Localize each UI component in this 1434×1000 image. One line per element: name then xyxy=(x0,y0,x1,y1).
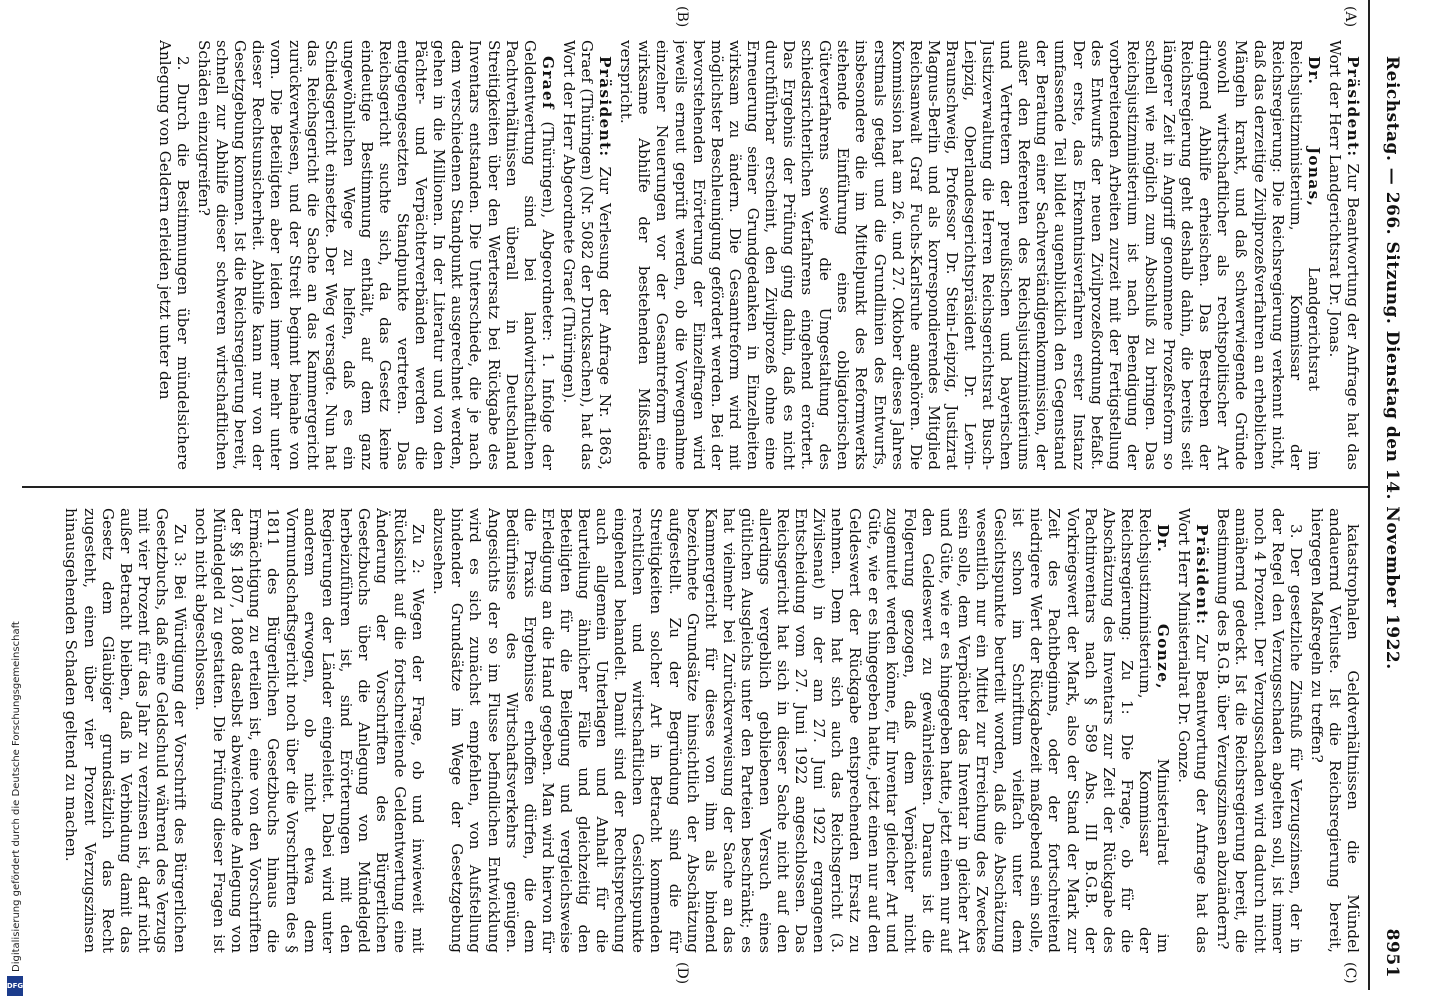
speaker-name: Dr. Gonze, xyxy=(1154,524,1173,690)
paragraph xyxy=(1308,508,1362,953)
speaker-name: Präsident: xyxy=(596,56,615,158)
paragraph-text: Landgerichtsrat im Reichsjustizministerium, Kommissar der Reichsregierung: Die Reichsregierung verkennt nicht, daß das derzeitige Zivilprozeßverfahren an erheblichen Mängeln krankt, und daß schwerwiegende Gründe sowohl wirtschaftlicher als rechtspolitischer Art dringend Abhilfe erheischen. Das Bestreben der Reichsregierung geht deshalb dahin, die bereits seit längerer Zeit in Angriff genommene Prozeßreform so schnell wie möglich zum Abschluß zu bringen. Das Reichsjustizministerium ist nach Beendigung der vorbereitenden Arbeiten zurzeit mit der Fertigstellung des Entwurfs der neuen Zivilprozeßordnung befaßt. Der erste, das Erkenntnisverfahren erster Instanz umfassende Teil bildet augenblicklich den Gegenstand der Beratung einer Sachverständigenkommission, der außer den Referenten des Reichsjustizministeriums und Vertretern der preußischen und bayerischen Justizverwaltung die Herren Reichsgerichtsrat Busch-Leipzig, Oberlandesgerichtspräsident Dr. Levin-Braunschweig, Professor Dr. Stein-Leipzig, Justizrat Magnus-Berlin und als korrespondierendes Mitglied Reichsanwalt Graf Fuchs-Karlsruhe angehören. Die Kommission hat am 26. und 27. Oktober dieses Jahres erstmals getagt und die Grundlinien des Entwurfs, insbesondere die im Mittelpunkt des Reformwerks stehende Einführung eines obligatorischen Güteverfahrens sowie die Umgestaltung des schiedsrichterlichen Verfahrens eingehend erörtert. Das Ergebnis der Prüfung ging dahin, daß es nicht durchführbar erscheint, den Zivilprozeß ohne eine Erneuerung seiner Grundgedanken in Einzelheiten wirksam zu ändern. Die Gesamtreform wird mit möglichster Beschleunigung gefördert werden. Bei der bevorstehenden Erörterung der Einzelfragen wird jeweils erneut geprüft werden, ob die Vorwegnahme einzelner Neuerungen vor der Gesamtreform eine wirksame Abhilfe der bestehenden Mißstände verspricht. xyxy=(617,40,1323,470)
margin-marker-b: (B) xyxy=(674,6,690,28)
paragraph xyxy=(430,508,1172,953)
paragraph-text: Zu 2: Wegen der Frage, ob und inwieweit mit Rücksicht auf die fortschreitende Geldentwertung eine Änderung der Vorschriften des Bürgerlichen Gesetzbuchs über die Anlegung von Mündelgeld herbeizuführen ist, sind Erörterungen mit den Regierungen der Länder eingeleitet. Dabei wird unter anderem erwogen, ob nicht etwa dem Vormundschaftsgericht noch über die Vorschriften des § 1811 des Bürgerlichen Gesetzbuchs hinaus die Ermächtigung zu erteilen ist, eine von den Vorschriften der §§ 1807, 1808 daselbst abweichende Anlegung von Mündelgeld zu gestatten. Die Prüfung dieser Fragen ist noch nicht abgeschlossen. xyxy=(192,508,428,953)
paragraph xyxy=(560,40,614,470)
right-text-column xyxy=(20,508,1362,953)
paragraph xyxy=(156,40,192,470)
margin-marker-c: (C) xyxy=(1342,962,1358,984)
paragraph-text: Zur Verlesung der Anfrage Nr. 1863, Graef (Thüringen) (Nr. 5082 der Drucksachen), hat das Wort der Herr Abgeordnete Graef (Thüringen). xyxy=(559,40,615,470)
speaker-name: Graef xyxy=(538,56,557,111)
dfg-credit-text: Digitalisierung gefördert durch die Deutsche Forschungsgemeinschaft xyxy=(11,621,22,972)
paragraph-text: Zur Beantwortung der Anfrage hat das Wort Herr Ministerialrat Dr. Gonze. xyxy=(1175,508,1212,953)
paragraph-text: 2. Durch die Bestimmungen über mündelsichere Anlegung von Geldern erleiden jetzt unter den xyxy=(155,40,192,470)
header-title: Reichstag. — 266. Sitzung. Dienstag den 14. November 1922. xyxy=(1382,56,1402,670)
paragraph xyxy=(192,508,427,953)
speaker-name: Präsident: xyxy=(1193,524,1212,626)
paragraph xyxy=(1214,508,1304,953)
paragraph-text: 3. Der gesetzliche Zinsfuß für Verzugszinsen, der in der Regel den Verzugsschaden abgelten soll, ist immer noch 4 Prozent. Der Verzugsschaden wird dadurch nicht annähernd gedeckt. Ist die Reichsregierung bereit, die Bestimmung des B.G.B. über Verzugszinsen abzuändern? xyxy=(1214,508,1305,953)
paragraph-text: Zu 3: Bei Würdigung der Vorschrift des Bürgerlichen Gesetzbuchs, daß eine Geldschuld während des Verzugs mit vier Prozent für das Jahr zu verzinsen ist, darf nicht außer Betracht bleiben, daß in Verbindung damit das Gesetz dem Gläubiger grundsätzlich das Recht zugesteht, einen über vier Prozent Verzugszinsen hinausgehenden Schaden geltend zu machen. xyxy=(62,508,189,953)
margin-marker-a: (A) xyxy=(1342,6,1358,28)
left-text-column xyxy=(20,40,1362,470)
paragraph xyxy=(1326,40,1362,470)
digitization-footer xyxy=(4,0,26,1000)
paragraph-text: Zur Beantwortung der Anfrage hat das Wort der Herr Landgerichtsrat Dr. Jonas. xyxy=(1325,40,1362,470)
speaker-name: Dr. Jonas, xyxy=(1304,56,1323,208)
paragraph-text: katastrophalen Geldverhältnissen die Mündel andauernd Verluste. Ist die Reichsregierung bereit, hiergegen Maßregeln zu treffen? xyxy=(1307,508,1362,953)
margin-marker-d: (D) xyxy=(674,962,690,985)
paragraph-text: (Thüringen), Abgeordneter: 1. Infolge der Geldentwertung sind bei landwirtschaftlichen Pachtverhältnissen überall in Deutschland Streitigkeiten über den Wertersatz bei Rückgabe des Inventars entstanden. Die Unterschiede, die je nach dem verschiedenen Standpunkt ausgerechnet werden, gehen in die Millionen. In der Literatur und von den Pächter- und Verpächterverbänden werden die entgegengesetzten Standpunkte vertreten. Das Reichsgericht suchte sich, da das Gesetz keine eindeutige Bestimmung enthält, auf dem ganz ungewöhnlichen Wege zu helfen, daß es ein Schiedsgericht einsetzte. Der Weg versagte. Nun hat das Reichsgericht die Sache an das Kammergericht zurückverwiesen, und der Streit beginnt beinahe von vorn. Die Beteiligten aber leiden immer mehr unter dieser Rechtsunsicherheit. Abhilfe kann nur von der Gesetzgebung kommen. Ist die Reichsregierung bereit, schnell zur Abhilfe dieser schweren wirtschaftlichen Schäden einzugreifen? xyxy=(195,40,557,470)
paragraph xyxy=(617,40,1323,470)
speaker-name: Präsident: xyxy=(1344,56,1362,158)
paragraph xyxy=(62,508,189,953)
paragraph xyxy=(195,40,557,470)
paragraph-text: Ministerialrat im Reichsjustizministerium, Kommissar der Reichsregierung: Zu 1: Die Frage, ob für die Abschätzung des Inventars zur Zeit der Rückgabe des Pachtinventars nach § 589 Abs. III B.G.B. der Vorkriegswert der Mark, also der Stand der Mark zur Zeit des Pachtbeginns, oder der fortschreitend niedrigere Wert der Rückgabezeit maßgebend sein solle, ist schon im Schrifttum vielfach unter dem Gesichtspunkte beurteilt worden, daß die Abschätzung wesentlich nur ein Mittel zur Erreichung des Zweckes sein solle, dem Verpächter das Inventar in gleicher Art und Güte, wie er es hingegeben hatte, jetzt einen nur auf den Geldeswert zu gewährleisten. Daraus ist die Folgerung gezogen, daß dem Verpächter nicht zugemutet werden könne, für Inventar gleicher Art und Güte, wie er es hingegeben hatte, jetzt einen nur auf den Geldeswert der Rückgabe entsprechenden Ersatz zu nehmen. Dem hat sich auch das Reichsgericht (3. Zivilsenat) in der am 27. Juni 1922 ergangenen Entscheidung vom 27. Juni 1922 angeschlossen. Das Reichsgericht hat sich in dieser Sache nicht auf den allerdings vergeblich gebliebenen Versuch eines gütlichen Ausgleichs unter den Parteien beschränkt; es hat vielmehr bei Zurückverweisung der Sache an das Kammergericht für dieses von ihm als bindend bezeichnete Grundsätze hinsichtlich der Abschätzung aufgestellt. Zu der Begründung sind die für Streitigkeiten solcher Art in Betracht kommenden rechtlichen und wirtschaftlichen Gesichtspunkte eingehend behandelt. Damit sind der Rechtsprechung auch allgemein Unterlagen und Anhalt für die Beurteilung ähnlicher Fälle und gleichzeitig den Beteiligten für die Beilegung und vergleichsweise Erledigung an die Hand gegeben. Man wird hiervon für die Praxis Ergebnisse erhoffen dürfen, die dem Bedürfnisse des Wirtschaftsverkehrs genügen. Angesichts der so im Flusse befindlichen Entwicklung wird es sich zunächst empfehlen, von Aufstellung bindender Grundsätze im Wege der Gesetzgebung abzusehen. xyxy=(430,508,1173,953)
paragraph xyxy=(1175,508,1211,953)
rotated-document-page xyxy=(10,0,1410,990)
dfg-logo-icon: DFG xyxy=(7,976,23,996)
column-divider xyxy=(22,486,1368,488)
page-header xyxy=(1368,0,1410,990)
page-number: 8951 xyxy=(1382,928,1402,978)
